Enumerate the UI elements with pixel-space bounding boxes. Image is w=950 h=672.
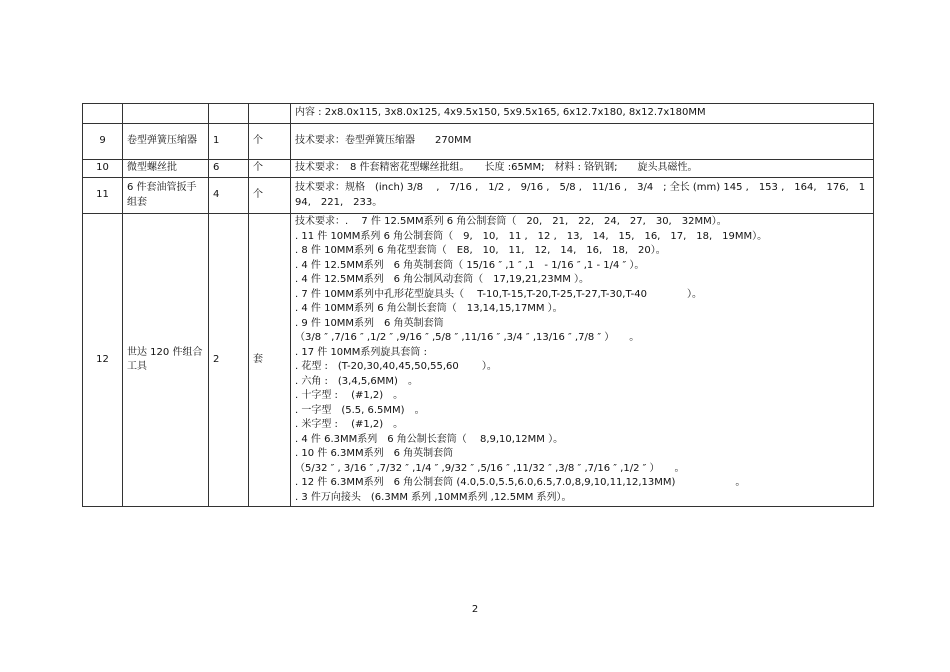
item-quantity-cell: 4	[209, 178, 249, 214]
item-requirements-cell	[291, 104, 874, 124]
item-quantity-cell: 6	[209, 160, 249, 178]
requirement-line: . 4 件 12.5MM系列 6 角英制套筒（ 15/16 ″ ,1 ″ ,1 - 1/16 ″ ,1 - 1/4 ″ ）。	[295, 259, 645, 271]
item-requirements-cell	[291, 178, 874, 214]
item-quantity-cell: 1	[209, 124, 249, 160]
requirement-line: . 六角 : (3,4,5,6MM) 。	[295, 375, 418, 387]
requirement-line: . 11 件 10MM系列 6 角公制套筒（ 9, 10, 11 , 12 , 13, 14, 15, 16, 17, 18, 19MM）。	[295, 230, 768, 242]
item-number-cell	[83, 104, 123, 124]
item-name-cell: 世达 120 件组合工具	[123, 214, 209, 507]
table-row	[83, 214, 874, 507]
table-row	[83, 160, 874, 178]
requirement-line: （3/8 ″ ,7/16 ″ ,1/2 ″ ,9/16 ″ ,5/8 ″ ,11/16 ″ ,3/4 ″ ,13/16 ″ ,7/8 ″ ） 。	[295, 332, 640, 343]
requirement-line: . 12 件 6.3MM系列 6 角公制套筒 (4.0,5.0,5.5,6.0,6.5,7.0,8,9,10,11,12,13MM) 。	[295, 477, 746, 488]
requirement-line: . 17 件 10MM系列旋具套筒 :	[295, 346, 427, 358]
requirement-line: 技术要求：卷型弹簧压缩器 270MM	[295, 135, 472, 147]
spec-table	[82, 103, 874, 507]
requirement-line: . 4 件 12.5MM系列 6 角公制风动套筒（ 17,19,21,23MM ）。	[295, 274, 590, 285]
requirement-line: . 8 件 10MM系列 6 角花型套筒（ E8, 10, 11, 12, 14, 16, 18, 20）。	[295, 245, 666, 256]
item-unit-cell: 个	[249, 124, 291, 160]
requirement-line: . 4 件 6.3MM系列 6 角公制长套筒（ 8,9,10,12MM ）。	[295, 433, 564, 445]
page-number: 2	[471, 604, 479, 615]
item-quantity-cell	[209, 104, 249, 124]
requirement-line: （5/32 ″ , 3/16 ″ ,7/32 ″ ,1/4 ″ ,9/32 ″ ,5/16 ″ ,11/32 ″ ,3/8 ″ ,7/16 ″ ,1/2 ″ ） 。	[295, 462, 685, 474]
item-unit-cell	[249, 104, 291, 124]
item-name-cell	[123, 104, 209, 124]
requirement-line: 技术要求：. 7 件 12.5MM系列 6 角公制套筒（ 20, 21, 22, 24, 27, 30, 32MM）。	[295, 216, 727, 227]
requirement-line: . 米字型 : (#1,2) 。	[295, 419, 404, 430]
table-row	[83, 178, 874, 214]
spec-table-body	[83, 104, 874, 507]
requirement-line: . 10 件 6.3MM系列 6 角英制套筒	[295, 448, 454, 459]
item-number-cell: 10	[83, 160, 123, 178]
requirement-line: . 一字型 (5.5, 6.5MM) 。	[295, 404, 425, 416]
item-number-cell: 9	[83, 124, 123, 160]
requirement-line: . 3 件万向接头 (6.3MM 系列 ,10MM系列 ,12.5MM 系列）。	[295, 491, 572, 503]
requirement-line: . 7 件 10MM系列中孔形花型旋具头（ T-10,T-15,T-20,T-25,T-27,T-30,T-40 ）。	[295, 288, 702, 300]
table-row	[83, 104, 874, 124]
item-quantity-cell: 2	[209, 214, 249, 507]
item-requirements-cell	[291, 214, 874, 507]
requirement-line: 内容 : 2x8.0x115, 3x8.0x125, 4x9.5x150, 5x9.5x165, 6x12.7x180, 8x12.7x180MM	[295, 107, 706, 119]
requirement-line: 技术要求： 8 件套精密花型螺丝批组。 长度 :65MM; 材料 : 铬钒钢; 旋头具磁性。	[295, 162, 698, 174]
item-number-cell: 11	[83, 178, 123, 214]
item-name-cell: 微型螺丝批	[123, 160, 209, 178]
item-unit-cell: 个	[249, 178, 291, 214]
item-requirements-cell	[291, 124, 874, 160]
table-row	[83, 124, 874, 160]
item-unit-cell: 套	[249, 214, 291, 507]
item-unit-cell: 个	[249, 160, 291, 178]
requirement-line: . 9 件 10MM系列 6 角英制套筒	[295, 317, 444, 329]
item-name-cell: 6 件套油管扳手组套	[123, 178, 209, 214]
requirement-line: . 花型 : (T-20,30,40,45,50,55,60 ）。	[295, 361, 497, 372]
requirement-line: 技术要求：规格 (inch) 3/8 , 7/16 , 1/2 , 9/16 , 5/8 , 11/16 , 3/4 ; 全长 (mm) 145 , 153 , 164, 176, 194, 221, 233。	[295, 182, 866, 208]
item-name-cell: 卷型弹簧压缩器	[123, 124, 209, 160]
item-requirements-cell	[291, 160, 874, 178]
item-number-cell: 12	[83, 214, 123, 507]
requirement-line: . 十字型 : (#1,2) 。	[295, 390, 404, 401]
requirement-line: . 4 件 10MM系列 6 角公制长套筒（ 13,14,15,17MM ）。	[295, 303, 563, 314]
